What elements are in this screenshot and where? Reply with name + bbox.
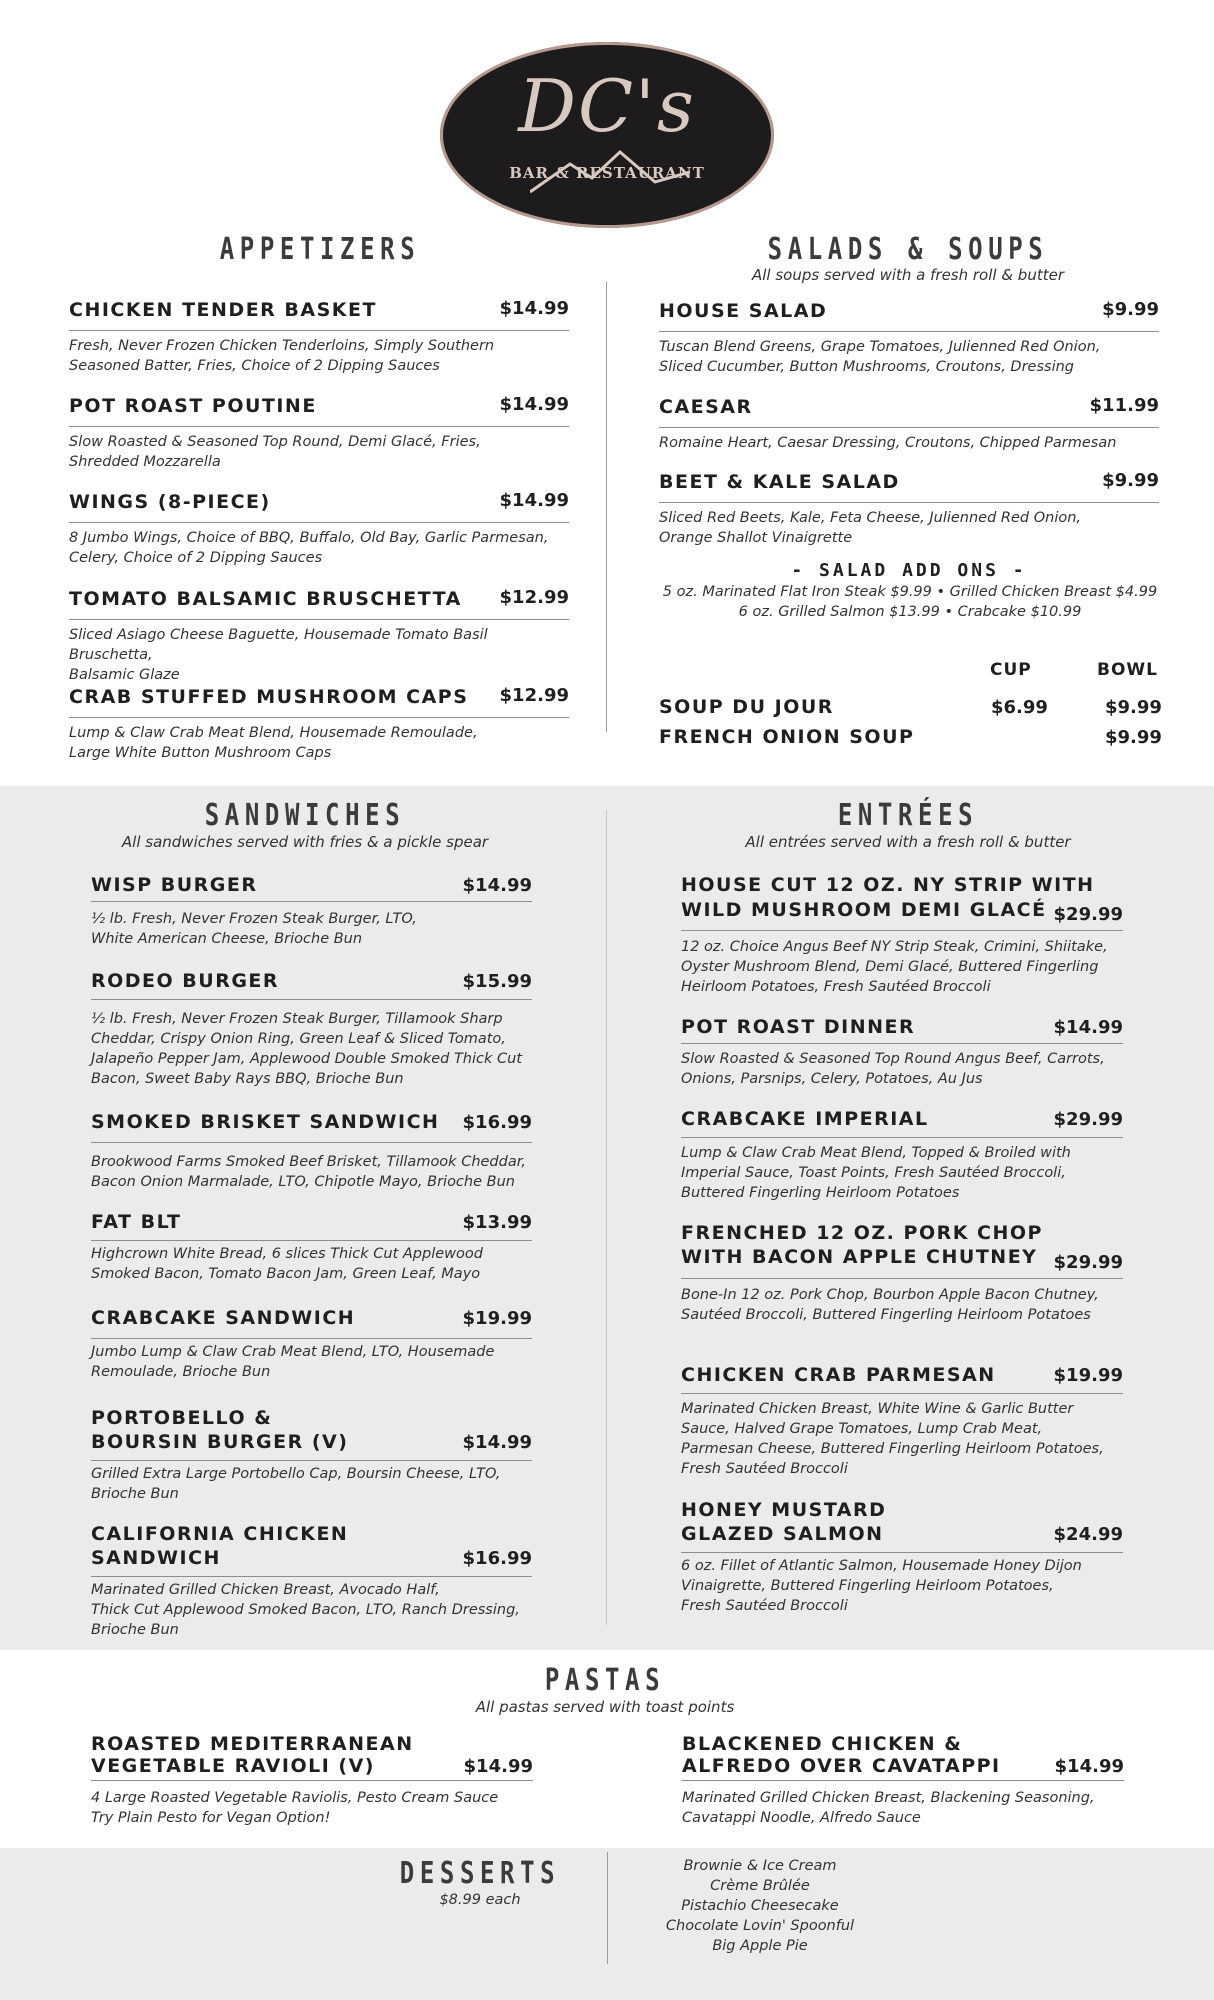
item-price: $29.99 (1053, 1252, 1123, 1273)
item-rule (659, 502, 1159, 503)
item-description (681, 1556, 1123, 1616)
description-line: Slow Roasted & Seasoned Top Round, Demi Glacé, Fries, (69, 434, 481, 450)
dessert-item: Chocolate Lovin' Spoonful (665, 1918, 855, 1934)
entrees-title: ENTRÉES (837, 798, 979, 833)
soup-name: SOUP DU JOUR (659, 696, 834, 718)
item-description (659, 433, 1159, 453)
description-line: Sliced Red Beets, Kale, Feta Cheese, Julienned Red Onion, (659, 510, 1082, 526)
item-price: $15.99 (462, 971, 532, 992)
item-rule (91, 901, 532, 902)
item-rule (69, 717, 569, 718)
item-name: RODEO BURGER (91, 970, 280, 992)
item-rule (91, 1240, 532, 1241)
description-line: Large White Button Mushroom Caps (69, 745, 332, 761)
menu-item (681, 1107, 1123, 1207)
item-description (69, 528, 569, 568)
item-rule (69, 522, 569, 523)
menu-item (681, 1015, 1123, 1095)
item-name: CRABCAKE IMPERIAL (681, 1108, 929, 1130)
soup-bowl-price: $9.99 (1105, 727, 1162, 748)
menu-item (91, 873, 532, 953)
desserts-price: $8.99 each (439, 1892, 521, 1908)
sandwiches-subtitle: All sandwiches served with fries & a pickle spear (121, 833, 489, 851)
item-price: $12.99 (499, 685, 569, 706)
item-price: $19.99 (1053, 1365, 1123, 1386)
description-line: Balsamic Glaze (69, 667, 180, 683)
description-line: Smoked Bacon, Tomato Bacon Jam, Green Leaf, Mayo (91, 1266, 481, 1282)
item-rule (91, 1780, 533, 1781)
soup-col-bowl: BOWL (1097, 660, 1158, 680)
menu-item (91, 969, 532, 1089)
item-name-line2: ALFREDO OVER CAVATAPPI (682, 1755, 1001, 1777)
description-line: Try Plain Pesto for Vegan Option! (91, 1810, 331, 1826)
item-description (681, 1399, 1123, 1479)
entrees-subtitle: All entrées served with a fresh roll & butter (745, 833, 1071, 851)
dessert-item: Crème Brûlée (710, 1878, 810, 1894)
description-line: Slow Roasted & Seasoned Top Round Angus Beef, Carrots, (681, 1051, 1105, 1067)
logo-subtitle: BAR & RESTAURANT (509, 164, 705, 182)
menu-item (69, 298, 569, 378)
description-line: Cheddar, Crispy Onion Ring, Green Leaf & Sliced Tomato, (91, 1031, 506, 1047)
description-line: Marinated Grilled Chicken Breast, Blackening Seasoning, (682, 1790, 1095, 1806)
item-name-line2: WITH BACON APPLE CHUTNEY (681, 1246, 1038, 1268)
description-line: Heirloom Potatoes, Fresh Sautéed Broccoli (681, 979, 991, 995)
item-rule (681, 1393, 1123, 1394)
menu-item (681, 873, 1123, 1003)
description-line: ½ lb. Fresh, Never Frozen Steak Burger, LTO, (91, 911, 417, 927)
item-name: TOMATO BALSAMIC BRUSCHETTA (69, 588, 462, 610)
divider-top (606, 282, 607, 732)
description-line: Thick Cut Applewood Smoked Bacon, LTO, Ranch Dressing, (91, 1602, 520, 1618)
description-line: Orange Shallot Vinaigrette (659, 530, 853, 546)
soup-col-cup: CUP (990, 660, 1032, 680)
menu-item (659, 395, 1159, 455)
menu-item (91, 1732, 533, 1832)
item-description (69, 432, 569, 472)
item-description (682, 1788, 1124, 1828)
item-name: FAT BLT (91, 1211, 182, 1233)
description-line: Romaine Heart, Caesar Dressing, Croutons, Chipped Parmesan (659, 435, 1117, 451)
item-name: POT ROAST DINNER (681, 1016, 916, 1038)
restaurant-logo (440, 42, 774, 228)
description-line: Sauce, Halved Grape Tomatoes, Lump Crab Meat, (681, 1421, 1043, 1437)
description-line: Brioche Bun (91, 1622, 179, 1638)
divider-middle (606, 810, 607, 1625)
item-rule (659, 427, 1159, 428)
item-rule (681, 1552, 1123, 1553)
menu-item (69, 685, 569, 765)
item-rule (681, 1278, 1123, 1279)
item-name: HOUSE CUT 12 OZ. NY STRIP WITH (681, 874, 1095, 896)
salad-addons-line: 6 oz. Grilled Salmon $13.99 • Crabcake $10.99 (738, 604, 1082, 620)
menu-item (659, 470, 1159, 550)
description-line: Marinated Chicken Breast, White Wine & Garlic Butter (681, 1401, 1074, 1417)
item-price: $9.99 (1102, 470, 1159, 491)
item-name-line2: GLAZED SALMON (681, 1523, 884, 1545)
description-line: ½ lb. Fresh, Never Frozen Steak Burger, Tillamook Sharp (91, 1011, 503, 1027)
description-line: Jalapeño Pepper Jam, Applewood Double Smoked Thick Cut (91, 1051, 523, 1067)
item-name: CRAB STUFFED MUSHROOM CAPS (69, 686, 469, 708)
menu-item (659, 299, 1159, 379)
menu-item (91, 1522, 532, 1642)
item-name: CRABCAKE SANDWICH (91, 1307, 356, 1329)
description-line: Buttered Fingerling Heirloom Potatoes (681, 1185, 960, 1201)
item-description (69, 625, 569, 685)
description-line: Sliced Asiago Cheese Baguette, Housemade Tomato Basil Bruschetta, (69, 627, 488, 663)
description-line: Fresh Sautéed Broccoli (681, 1598, 848, 1614)
menu-item (91, 1306, 532, 1386)
item-rule (681, 1043, 1123, 1044)
description-line: 12 oz. Choice Angus Beef NY Strip Steak, Crimini, Shiitake, (681, 939, 1108, 955)
item-name: BLACKENED CHICKEN & (682, 1733, 963, 1755)
salads-title: SALADS & SOUPS (767, 232, 1049, 267)
item-rule (682, 1780, 1124, 1781)
item-description (659, 337, 1159, 377)
item-name: CAESAR (659, 396, 753, 418)
description-line: 4 Large Roasted Vegetable Raviolis, Pesto Cream Sauce (91, 1790, 499, 1806)
description-line: Bacon Onion Marmalade, LTO, Chipotle Mayo, Brioche Bun (91, 1174, 515, 1190)
item-name: WINGS (8-PIECE) (69, 491, 271, 513)
description-line: Bacon, Sweet Baby Rays BBQ, Brioche Bun (91, 1071, 404, 1087)
item-rule (69, 426, 569, 427)
item-rule (69, 330, 569, 331)
item-description (91, 1342, 532, 1382)
description-line: Jumbo Lump & Claw Crab Meat Blend, LTO, Housemade (91, 1344, 495, 1360)
item-price: $14.99 (463, 1756, 533, 1777)
item-rule (659, 331, 1159, 332)
item-price: $24.99 (1053, 1524, 1123, 1545)
description-line: Shredded Mozzarella (69, 454, 221, 470)
item-price: $19.99 (462, 1308, 532, 1329)
item-name: HONEY MUSTARD (681, 1499, 887, 1521)
description-line: Fresh Sautéed Broccoli (681, 1461, 848, 1477)
item-rule (69, 619, 569, 620)
item-name: FRENCHED 12 OZ. PORK CHOP (681, 1222, 1043, 1244)
menu-item (69, 587, 569, 683)
item-description (681, 1143, 1123, 1203)
item-price: $14.99 (1053, 1017, 1123, 1038)
item-rule (91, 1576, 532, 1577)
item-name: ROASTED MEDITERRANEAN (91, 1733, 414, 1755)
appetizers-title: APPETIZERS (219, 232, 421, 267)
item-rule (91, 999, 532, 1000)
description-line: White American Cheese, Brioche Bun (91, 931, 363, 947)
item-price: $9.99 (1102, 299, 1159, 320)
description-line: Remoulade, Brioche Bun (91, 1364, 271, 1380)
item-description (681, 1049, 1123, 1089)
description-line: Fresh, Never Frozen Chicken Tenderloins, Simply Southern (69, 338, 495, 354)
item-name: CHICKEN TENDER BASKET (69, 299, 377, 321)
item-rule (681, 930, 1123, 931)
item-price: $14.99 (499, 490, 569, 511)
item-name-line2: WILD MUSHROOM DEMI GLACÉ (681, 899, 1047, 921)
item-description (91, 1152, 532, 1192)
sandwiches-title: SANDWICHES (204, 798, 406, 833)
description-line: Parmesan Cheese, Buttered Fingerling Heirloom Potatoes, (681, 1441, 1104, 1457)
item-name-line2: BOURSIN BURGER (V) (91, 1431, 349, 1453)
menu-item (69, 394, 569, 474)
description-line: Brioche Bun (91, 1486, 179, 1502)
description-line: 8 Jumbo Wings, Choice of BBQ, Buffalo, Old Bay, Garlic Parmesan, (69, 530, 549, 546)
menu-item (682, 1732, 1124, 1832)
description-line: Lump & Claw Crab Meat Blend, Housemade Remoulade, (69, 725, 478, 741)
description-line: Cavatappi Noodle, Alfredo Sauce (682, 1810, 921, 1826)
description-line: Seasoned Batter, Fries, Choice of 2 Dipping Sauces (69, 358, 440, 374)
item-rule (91, 1338, 532, 1339)
description-line: Vinaigrette, Buttered Fingerling Heirloom Potatoes, (681, 1578, 1054, 1594)
salad-addons-line: 5 oz. Marinated Flat Iron Steak $9.99 • Grilled Chicken Breast $4.99 (662, 584, 1158, 600)
salads-subtitle: All soups served with a fresh roll & butter (752, 266, 1064, 284)
item-description (659, 508, 1159, 548)
description-line: 6 oz. Fillet of Atlantic Salmon, Housemade Honey Dijon (681, 1558, 1082, 1574)
menu-item (91, 1110, 532, 1190)
item-description (91, 1580, 532, 1640)
item-rule (91, 1460, 532, 1461)
desserts-title: DESSERTS (399, 1856, 561, 1891)
description-line: Imperial Sauce, Toast Points, Fresh Sautéed Broccoli, (681, 1165, 1066, 1181)
item-name: SMOKED BRISKET SANDWICH (91, 1111, 440, 1133)
item-name: PORTOBELLO & (91, 1407, 273, 1429)
item-name: POT ROAST POUTINE (69, 395, 317, 417)
description-line: Celery, Choice of 2 Dipping Sauces (69, 550, 323, 566)
item-description (91, 1009, 532, 1089)
description-line: Brookwood Farms Smoked Beef Brisket, Tillamook Cheddar, (91, 1154, 526, 1170)
menu-item (681, 1363, 1123, 1483)
item-price: $14.99 (499, 298, 569, 319)
menu-item (681, 1498, 1123, 1618)
menu-item (91, 1210, 532, 1290)
logo-title: DC's (518, 64, 696, 148)
description-line: Sautéed Broccoli, Buttered Fingerling Heirloom Potatoes (681, 1307, 1091, 1323)
item-name: WISP BURGER (91, 874, 258, 896)
menu-item (91, 1406, 532, 1506)
item-rule (681, 1137, 1123, 1138)
description-line: Bone-In 12 oz. Pork Chop, Bourbon Apple Bacon Chutney, (681, 1287, 1099, 1303)
item-price: $16.99 (462, 1112, 532, 1133)
item-price: $14.99 (462, 1432, 532, 1453)
soup-name: FRENCH ONION SOUP (659, 726, 915, 748)
item-description (69, 336, 569, 376)
description-line: Grilled Extra Large Portobello Cap, Boursin Cheese, LTO, (91, 1466, 501, 1482)
item-description (91, 1464, 532, 1504)
item-description (69, 723, 569, 763)
description-line: Marinated Grilled Chicken Breast, Avocado Half, (91, 1582, 440, 1598)
description-line: Lump & Claw Crab Meat Blend, Topped & Broiled with (681, 1145, 1071, 1161)
item-price: $14.99 (462, 875, 532, 896)
description-line: Oyster Mushroom Blend, Demi Glacé, Buttered Fingerling (681, 959, 1099, 975)
menu-item (681, 1221, 1123, 1331)
item-price: $12.99 (499, 587, 569, 608)
item-description (91, 1788, 533, 1828)
item-name: CHICKEN CRAB PARMESAN (681, 1364, 996, 1386)
menu-item (69, 490, 569, 570)
pastas-subtitle: All pastas served with toast points (475, 1698, 735, 1716)
item-rule (91, 1142, 532, 1143)
item-price: $14.99 (499, 394, 569, 415)
dessert-list (610, 1856, 910, 1956)
item-description (91, 1244, 532, 1284)
soup-cup-price: $6.99 (991, 697, 1048, 718)
dessert-item: Big Apple Pie (712, 1938, 808, 1954)
item-price: $16.99 (462, 1548, 532, 1569)
item-price: $14.99 (1054, 1756, 1124, 1777)
item-description (91, 909, 532, 949)
soup-bowl-price: $9.99 (1105, 697, 1162, 718)
item-name-line2: SANDWICH (91, 1547, 221, 1569)
item-price: $29.99 (1053, 904, 1123, 925)
item-price: $13.99 (462, 1212, 532, 1233)
item-description (681, 1285, 1123, 1325)
item-name: BEET & KALE SALAD (659, 471, 900, 493)
dessert-item: Pistachio Cheesecake (681, 1898, 839, 1914)
description-line: Onions, Parsnips, Celery, Potatoes, Au Jus (681, 1071, 983, 1087)
item-description (681, 937, 1123, 997)
item-price: $29.99 (1053, 1109, 1123, 1130)
description-line: Tuscan Blend Greens, Grape Tomatoes, Julienned Red Onion, (659, 339, 1101, 355)
item-name: HOUSE SALAD (659, 300, 828, 322)
item-price: $11.99 (1089, 395, 1159, 416)
description-line: Highcrown White Bread, 6 slices Thick Cut Applewood (91, 1246, 483, 1262)
dessert-item: Brownie & Ice Cream (683, 1858, 837, 1874)
pastas-title: PASTAS (544, 1663, 666, 1698)
description-line: Sliced Cucumber, Button Mushrooms, Croutons, Dressing (659, 359, 1075, 375)
item-name-line2: VEGETABLE RAVIOLI (V) (91, 1755, 375, 1777)
item-name: CALIFORNIA CHICKEN (91, 1523, 349, 1545)
salad-addons-title: - SALAD ADD ONS - (791, 560, 1027, 581)
